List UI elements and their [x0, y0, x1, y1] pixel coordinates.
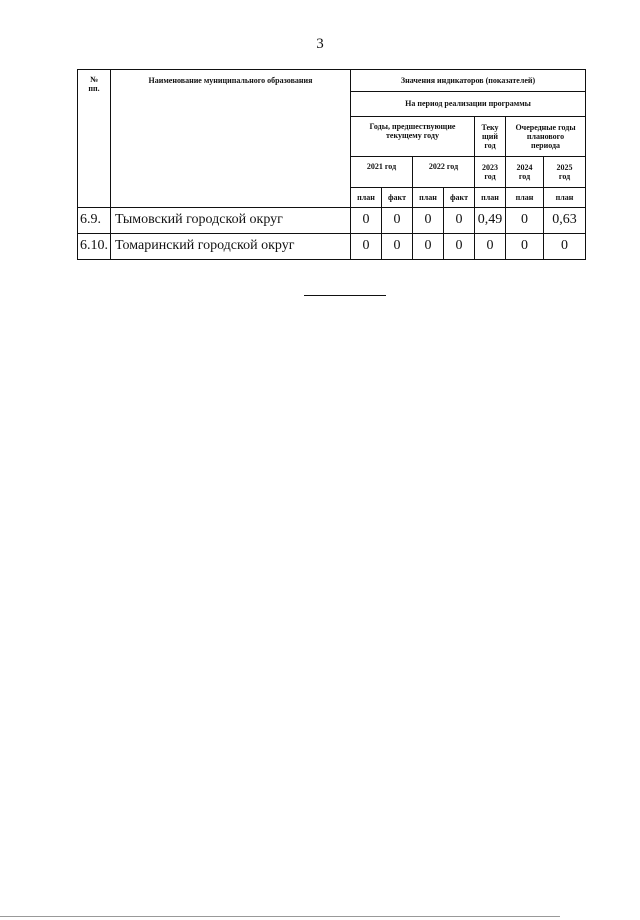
value-cell: 0,49	[475, 208, 506, 234]
value-cell: 0	[544, 234, 586, 260]
header-sub: план	[475, 188, 506, 208]
table-row	[78, 234, 586, 260]
value-cell: 0	[506, 208, 544, 234]
header-year-2021: 2021 год	[351, 157, 413, 188]
value-cell: 0	[382, 234, 413, 260]
header-indicators: Значения индикаторов (показателей)	[351, 70, 586, 92]
value-cell: 0	[382, 208, 413, 234]
header-number: № пп.	[78, 70, 111, 208]
row-number: 6.9.	[78, 208, 111, 234]
header-name: Наименование муниципального образования	[111, 70, 351, 208]
header-sub: план	[544, 188, 586, 208]
header-year-2025: 2025 год	[544, 157, 586, 188]
row-name: Томаринский городской округ	[111, 234, 351, 260]
value-cell: 0	[413, 234, 444, 260]
row-number: 6.10.	[78, 234, 111, 260]
value-cell: 0	[506, 234, 544, 260]
table-row	[78, 208, 586, 234]
header-sub: факт	[382, 188, 413, 208]
header-period: На период реализации программы	[351, 92, 586, 117]
header-next-years: Очередные годы планового периода	[506, 117, 586, 157]
value-cell: 0	[475, 234, 506, 260]
value-cell: 0,63	[544, 208, 586, 234]
header-current-year: Теку щий год	[475, 117, 506, 157]
value-cell: 0	[413, 208, 444, 234]
end-of-document-rule	[304, 295, 386, 296]
row-name: Тымовский городской округ	[111, 208, 351, 234]
header-prior-years: Годы, предшествующие текущему году	[351, 117, 475, 157]
page-number: 3	[316, 36, 324, 52]
header-sub: план	[413, 188, 444, 208]
scan-edge-line	[0, 916, 560, 917]
header-year-2022: 2022 год	[413, 157, 475, 188]
value-cell: 0	[351, 208, 382, 234]
header-year-2023: 2023 год	[475, 157, 506, 188]
header-sub: план	[351, 188, 382, 208]
value-cell: 0	[351, 234, 382, 260]
header-sub: факт	[444, 188, 475, 208]
value-cell: 0	[444, 208, 475, 234]
header-year-2024: 2024 год	[506, 157, 544, 188]
indicators-table	[77, 69, 586, 260]
header-sub: план	[506, 188, 544, 208]
value-cell: 0	[444, 234, 475, 260]
